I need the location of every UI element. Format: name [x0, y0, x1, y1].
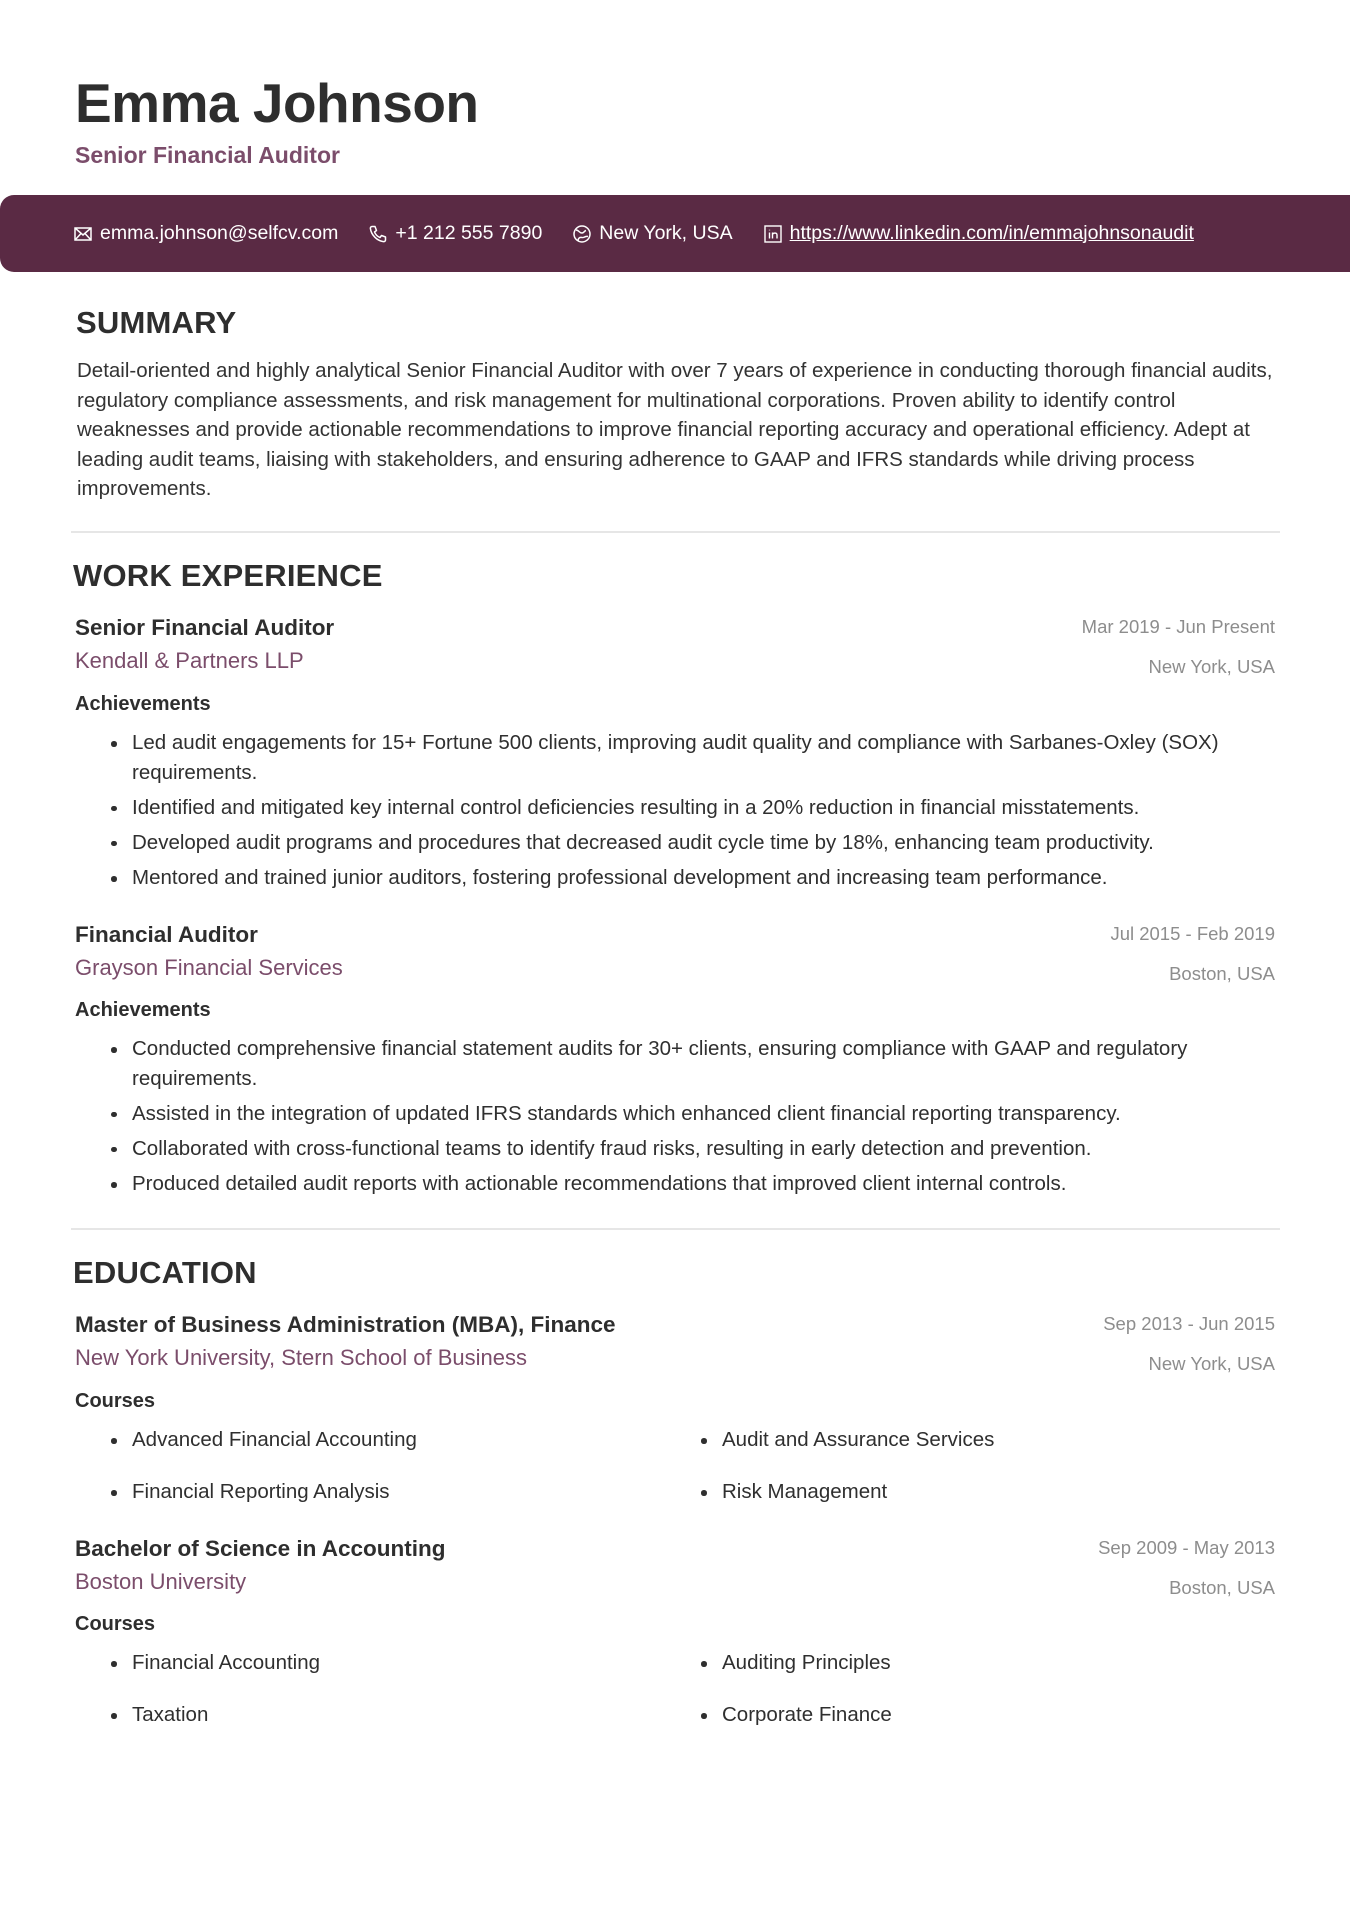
job-dates: Jul 2015 - Feb 2019: [1110, 923, 1275, 944]
school-location: Boston, USA: [1169, 1577, 1275, 1598]
degree-title: Master of Business Administration (MBA), Finance: [75, 1312, 616, 1337]
education-heading: EDUCATION: [73, 1255, 257, 1290]
list-item: Corporate Finance: [697, 1700, 1287, 1730]
courses-label: Courses: [75, 1613, 156, 1635]
achievements-label: Achievements: [75, 999, 211, 1021]
list-item: Auditing Principles: [697, 1648, 1287, 1678]
list-item: Financial Reporting Analysis: [107, 1477, 697, 1507]
courses-label: Courses: [75, 1390, 156, 1412]
list-item: Advanced Financial Accounting: [107, 1425, 697, 1455]
candidate-title: Senior Financial Auditor: [75, 142, 340, 168]
list-item: Developed audit programs and procedures that decreased audit cycle time by 18%, enhancing team productivity.: [107, 828, 1277, 858]
courses-list: [107, 1648, 1287, 1730]
school-location: New York, USA: [1148, 1353, 1275, 1374]
education-dates: Sep 2009 - May 2013: [1098, 1537, 1275, 1558]
job-location: New York, USA: [1148, 656, 1275, 677]
list-item: Financial Accounting: [107, 1648, 697, 1678]
list-item: Conducted comprehensive financial statement audits for 30+ clients, ensuring compliance with GAAP and regulatory requirements.: [107, 1034, 1277, 1093]
degree-title: Bachelor of Science in Accounting: [75, 1536, 446, 1561]
job-title: Financial Auditor: [75, 922, 258, 947]
location-text: New York, USA: [599, 222, 733, 244]
phone-text: +1 212 555 7890: [395, 222, 543, 244]
contact-linkedin[interactable]: [763, 222, 1194, 245]
job-dates: Mar 2019 - Jun Present: [1081, 616, 1275, 637]
list-item: Identified and mitigated key internal control deficiencies resulting in a 20% reduction in financial misstatements.: [107, 793, 1277, 823]
mail-icon: [73, 224, 93, 244]
job-company: Grayson Financial Services: [75, 955, 343, 980]
contact-phone[interactable]: [368, 222, 542, 245]
list-item: Led audit engagements for 15+ Fortune 500 clients, improving audit quality and compliance with Sarbanes-Oxley (SOX) requirements.: [107, 728, 1277, 787]
school-name: Boston University: [75, 1569, 247, 1594]
summary-heading: SUMMARY: [76, 305, 237, 340]
job-company: Kendall & Partners LLP: [75, 648, 304, 673]
job-location: Boston, USA: [1169, 963, 1275, 984]
section-divider: [71, 531, 1280, 533]
email-text: emma.johnson@selfcv.com: [100, 222, 339, 244]
list-item: Risk Management: [697, 1477, 1287, 1507]
list-item: Audit and Assurance Services: [697, 1425, 1287, 1455]
contact-banner: [0, 195, 1350, 272]
education-dates: Sep 2013 - Jun 2015: [1103, 1313, 1275, 1334]
courses-list: [107, 1425, 1287, 1507]
contact-email[interactable]: [73, 222, 338, 245]
school-name: New York University, Stern School of Business: [75, 1345, 528, 1370]
globe-icon: [572, 224, 592, 244]
candidate-name: Emma Johnson: [75, 72, 479, 134]
resume-header: [75, 68, 479, 170]
achievements-label: Achievements: [75, 693, 211, 715]
job-title: Senior Financial Auditor: [75, 615, 335, 640]
list-item: Taxation: [107, 1700, 697, 1730]
linkedin-icon: [763, 224, 783, 244]
phone-icon: [368, 224, 388, 244]
section-divider: [71, 1228, 1280, 1230]
work-experience-heading: WORK EXPERIENCE: [73, 558, 383, 593]
achievements-list: [107, 728, 1277, 898]
achievements-list: [107, 1034, 1277, 1204]
linkedin-link[interactable]: https://www.linkedin.com/in/emmajohnsonaudit: [789, 222, 1194, 244]
list-item: Produced detailed audit reports with actionable recommendations that improved client internal controls.: [107, 1169, 1277, 1199]
list-item: Collaborated with cross-functional teams to identify fraud risks, resulting in early detection and prevention.: [107, 1134, 1277, 1164]
contact-location: [572, 222, 732, 245]
list-item: Assisted in the integration of updated IFRS standards which enhanced client financial reporting transparency.: [107, 1099, 1277, 1129]
list-item: Mentored and trained junior auditors, fostering professional development and increasing team performance.: [107, 863, 1277, 893]
summary-text: Detail-oriented and highly analytical Senior Financial Auditor with over 7 years of experience in conducting thorough financial audits, regulatory compliance assessments, and risk management for multinational corporations. Proven ability to identify control weaknesses and provide actionable recommendations to improve financial reporting accuracy and operational efficiency. Adept at leading audit teams, liaising with stakeholders, and ensuring adherence to GAAP and IFRS standards while driving process improvements.: [77, 359, 1273, 501]
